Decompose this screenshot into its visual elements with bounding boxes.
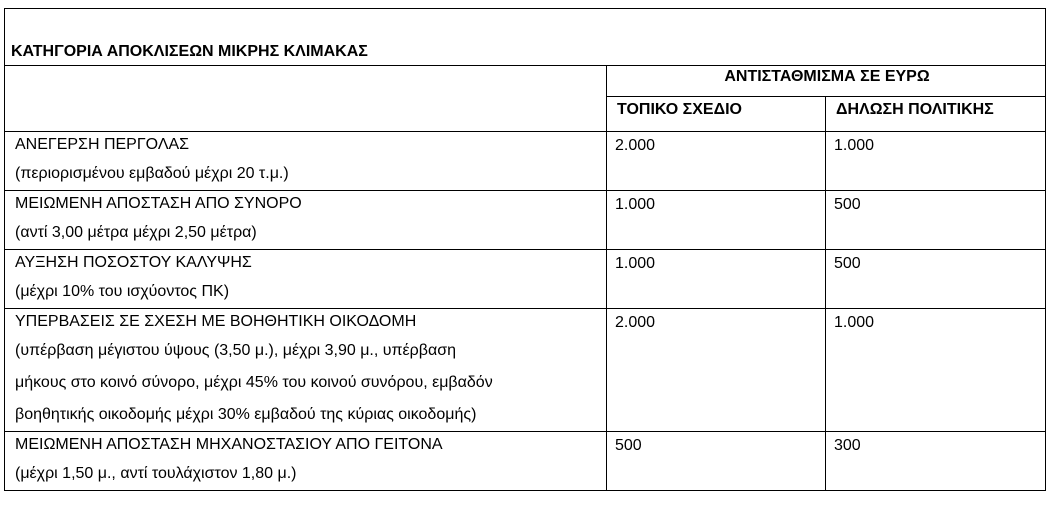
category-title: ΜΕΙΩΜΕΝΗ ΑΠΟΣΤΑΣΗ ΜΗΧΑΝΟΣΤΑΣΙΟΥ ΑΠΟ ΓΕΙΤΟΝΑ — [15, 436, 443, 453]
category-title: ΜΕΙΩΜΕΝΗ ΑΠΟΣΤΑΣΗ ΑΠΟ ΣΥΝΟΡΟ — [15, 195, 302, 212]
category-detail: (μέχρι 10% του ισχύοντος ΠΚ) — [15, 283, 230, 300]
table-title: ΚΑΤΗΓΟΡΙΑ ΑΠΟΚΛΙΣΕΩΝ ΜΙΚΡΗΣ ΚΛΙΜΑΚΑΣ — [5, 9, 1046, 66]
local-plan-value: 2.000 — [607, 309, 826, 432]
category-title: ΥΠΕΡΒΑΣΕΙΣ ΣΕ ΣΧΕΣΗ ΜΕ ΒΟΗΘΗΤΙΚΗ ΟΙΚΟΔΟΜΗ — [15, 313, 417, 330]
column-header-policy-statement: ΔΗΛΩΣΗ ΠΟΛΙΤΙΚΗΣ — [826, 97, 1046, 132]
category-cell — [5, 309, 607, 432]
local-plan-value: 500 — [607, 432, 826, 491]
category-cell — [5, 250, 607, 309]
policy-statement-value: 1.000 — [826, 132, 1046, 191]
empty-header-cell — [5, 66, 607, 132]
category-title: ΑΥΞΗΣΗ ΠΟΣΟΣΤΟΥ ΚΑΛΥΨΗΣ — [15, 254, 252, 271]
policy-statement-value: 1.000 — [826, 309, 1046, 432]
category-detail: μήκους στο κοινό σύνορο, μέχρι 45% του κοινού συνόρου, εμβαδόν — [15, 374, 493, 391]
compensation-table — [4, 8, 1046, 491]
local-plan-value: 1.000 — [607, 250, 826, 309]
category-cell — [5, 132, 607, 191]
table-row — [5, 432, 1046, 491]
category-cell — [5, 191, 607, 250]
category-title: ΑΝΕΓΕΡΣΗ ΠΕΡΓΟΛΑΣ — [15, 136, 190, 153]
category-detail: (περιορισμένου εμβαδού μέχρι 20 τ.μ.) — [15, 165, 289, 182]
policy-statement-value: 500 — [826, 250, 1046, 309]
table-row — [5, 250, 1046, 309]
local-plan-value: 2.000 — [607, 132, 826, 191]
category-detail: (αντί 3,00 μέτρα μέχρι 2,50 μέτρα) — [15, 224, 257, 241]
table-row — [5, 132, 1046, 191]
policy-statement-value: 500 — [826, 191, 1046, 250]
category-detail: βοηθητικής οικοδομής μέχρι 30% εμβαδού της κύριας οικοδομής) — [15, 406, 477, 423]
local-plan-value: 1.000 — [607, 191, 826, 250]
table-row — [5, 191, 1046, 250]
group-header-row — [5, 66, 1046, 97]
policy-statement-value: 300 — [826, 432, 1046, 491]
title-row — [5, 9, 1046, 66]
category-cell — [5, 432, 607, 491]
table-row — [5, 309, 1046, 432]
group-header: ΑΝΤΙΣΤΑΘΜΙΣΜΑ ΣΕ ΕΥΡΩ — [607, 66, 1046, 97]
category-detail: (μέχρι 1,50 μ., αντί τουλάχιστον 1,80 μ.) — [15, 465, 297, 482]
category-detail: (υπέρβαση μέγιστου ύψους (3,50 μ.), μέχρι 3,90 μ., υπέρβαση — [15, 342, 456, 359]
column-header-local-plan: ΤΟΠΙΚΟ ΣΧΕΔΙΟ — [607, 97, 826, 132]
